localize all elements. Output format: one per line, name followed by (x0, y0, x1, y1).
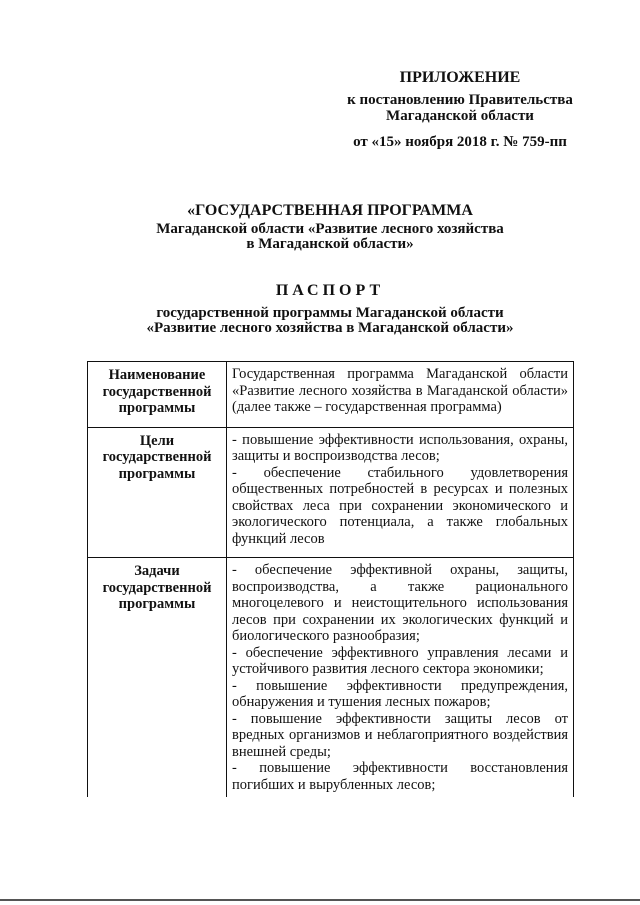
row-paragraph: - повышение эффективности предупреждения, обнаружения и тушения лесных пожаров; (232, 677, 568, 710)
table-row (88, 558, 574, 798)
passport-heading (90, 283, 570, 336)
row-paragraph: - повышение эффективности восстановления погибших и вырубленных лесов; (232, 760, 568, 793)
table-row (88, 427, 574, 558)
appendix-title: ПРИЛОЖЕНИЕ (399, 69, 521, 86)
row-paragraph: Государственная программа Магаданской области «Развитие лесного хозяйства в Магаданской области» (далее также – государственная программа) (232, 366, 568, 415)
passport-table (87, 361, 574, 797)
row-content-name (227, 362, 574, 428)
table-row (88, 362, 574, 428)
row-paragraph: - обеспечение стабильного удовлетворения общественных потребностей в ресурсах и полезных свойствах леса при сохранении экономического и экологического потенциала, а также глобальных функций лесов (232, 464, 568, 547)
appendix-line-2: Магаданской области (386, 108, 534, 124)
row-label-goals: Цели государственной программы (88, 427, 227, 558)
page-bottom-rule (0, 899, 640, 901)
row-paragraph: - повышение эффективности использования, охраны, защиты и воспроизводства лесов; (232, 431, 568, 464)
row-content-tasks (227, 558, 574, 798)
appendix-date: от «15» ноября 2018 г. № 759-пп (353, 134, 567, 150)
program-subtitle-2: в Магаданской области» (246, 236, 414, 252)
program-title: «ГОСУДАРСТВЕННАЯ ПРОГРАММА (187, 202, 473, 219)
row-paragraph: - повышение эффективности защиты лесов от вредных организмов и неблагоприятного воздействия внешней среды; (232, 710, 568, 760)
program-heading (90, 203, 570, 252)
passport-subtitle-1: государственной программы Магаданской области (156, 305, 504, 321)
row-paragraph: - обеспечение эффективной охраны, защиты, воспроизводства, а также рационального многоцелевого и неистощительного использования лесов при сохранении их экологических функций и биологического разнообразия; (232, 562, 568, 644)
appendix-line-1: к постановлению Правительства (347, 92, 573, 108)
row-label-name: Наименование государственной программы (88, 362, 227, 428)
row-content-goals (227, 427, 574, 558)
program-subtitle-1: Магаданской области «Развитие лесного хозяйства (156, 221, 504, 237)
appendix-block (330, 70, 590, 150)
row-paragraph: - обеспечение эффективного управления лесами и устойчивого развития лесного сектора экономики; (232, 644, 568, 677)
passport-subtitle-2: «Развитие лесного хозяйства в Магаданской области» (146, 320, 514, 336)
passport-title: ПАСПОРТ (275, 282, 385, 299)
row-label-tasks: Задачи государственной программы (88, 558, 227, 798)
